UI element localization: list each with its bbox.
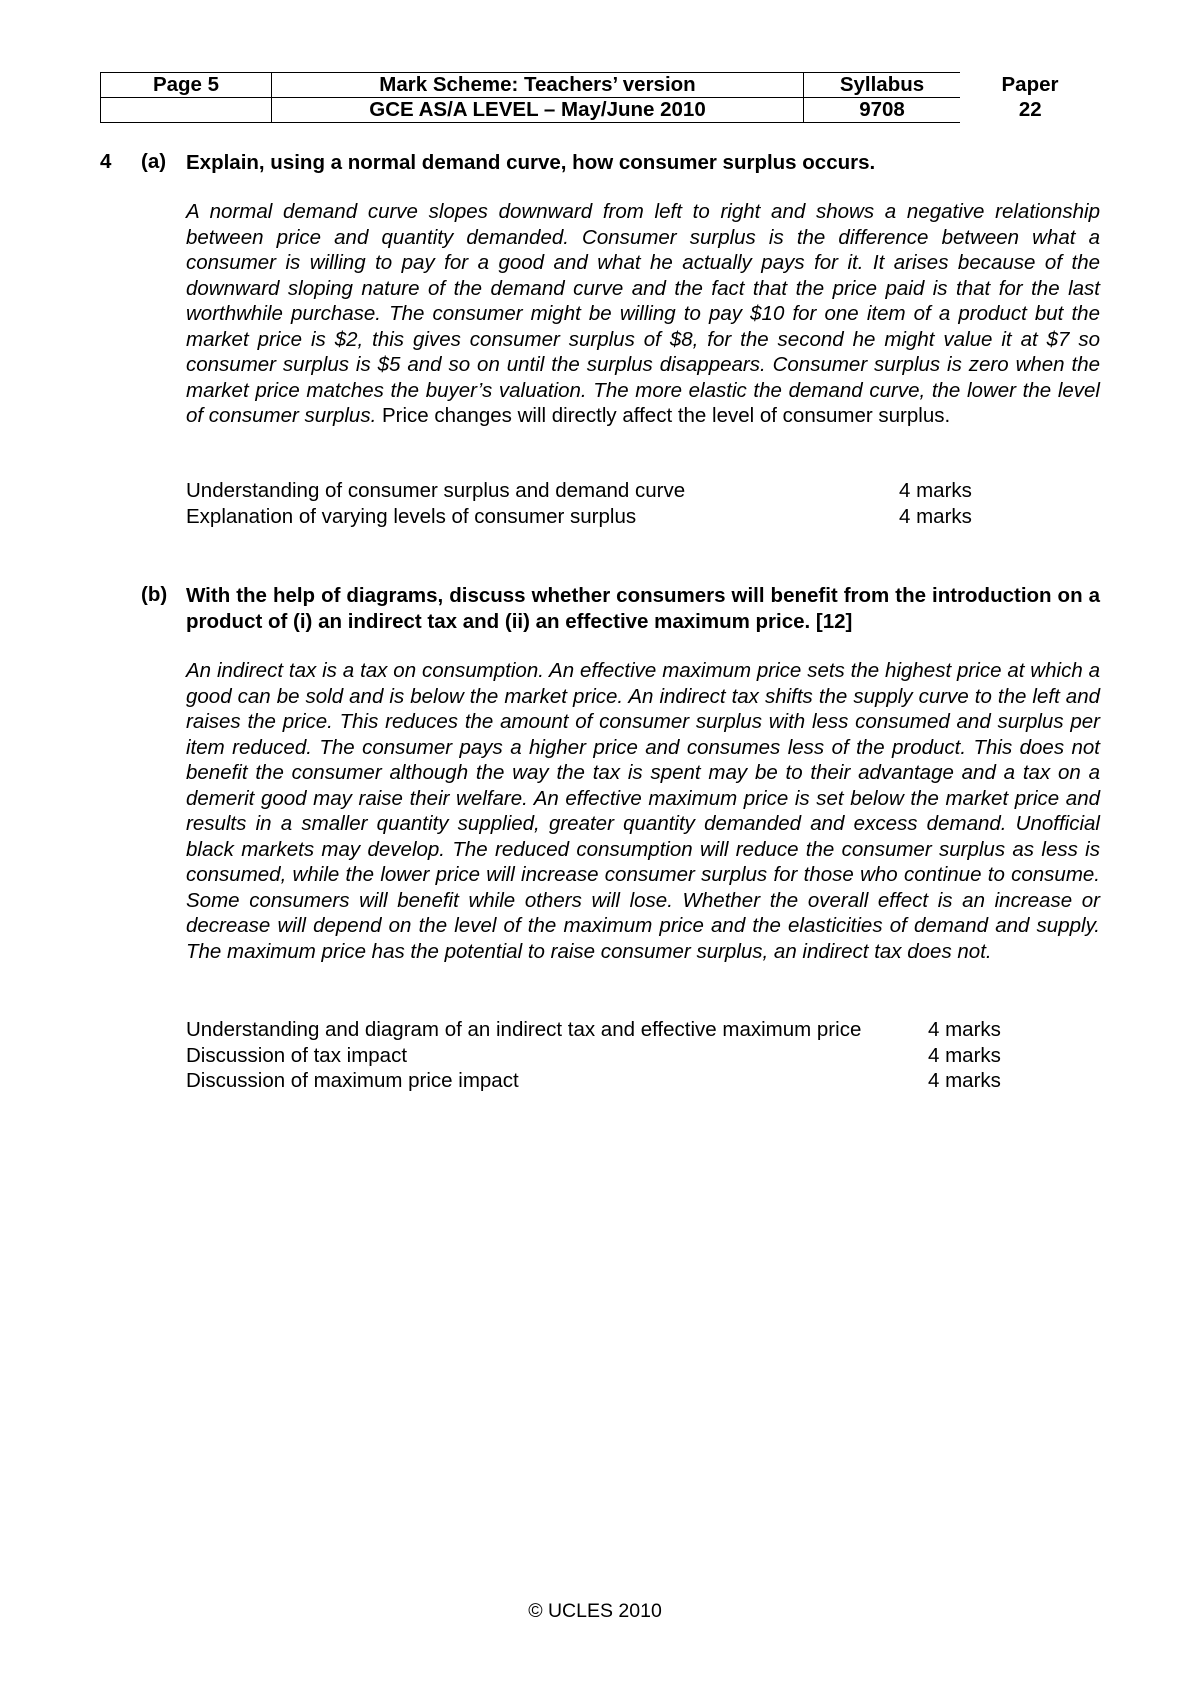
header-title: Mark Scheme: Teachers’ version (272, 73, 804, 98)
mark-criterion: Understanding of consumer surplus and demand curve (186, 479, 686, 502)
mark-criterion: Explanation of varying levels of consumer surplus (186, 504, 637, 528)
header-row-1 (101, 73, 1101, 98)
header-table (100, 72, 1101, 123)
part-a-question: Explain, using a normal demand curve, how consumer surplus occurs. (186, 151, 876, 174)
header-syllabus-value: 9708 (804, 98, 961, 123)
mark-criterion: Discussion of tax impact (186, 1043, 408, 1067)
mark-criterion: Understanding and diagram of an indirect tax and effective maximum price (186, 1018, 862, 1041)
part-b-label: (b) (141, 583, 168, 606)
header-paper-value: 22 (1018, 98, 1042, 121)
part-a-answer-plain: Price changes will directly affect the level of consumer surplus. (376, 404, 951, 427)
part-b-question: With the help of diagrams, discuss whether consumers will benefit from the introduction on a product of (i) an indirect tax and (ii) an effective maximum price. [12] (186, 584, 1100, 633)
part-a-answer-italic: A normal demand curve slopes downward from left to right and shows a negative relationship between price and quantity demanded. Consumer surplus is the difference between what a consumer is willing to pay for a good and what he actually pays for it. It arises because of the downward sloping nature of the demand curve and the fact that the price paid is that for the last worthwhile purchase. The consumer might be willing to pay $10 for one item of a product but the market price is $2, this gives consumer surplus of $8, for the second he might value it at $7 so consumer surplus is $5 and so on until the surplus disappears. Consumer surplus is zero when the market price matches the buyer’s valuation. The more elastic the demand curve, the lower the level of consumer surplus. (186, 200, 1100, 427)
mark-value: 4 marks (899, 479, 972, 502)
header-page: Page 5 (101, 73, 272, 98)
part-b-answer: An indirect tax is a tax on consumption. An effective maximum price sets the highest price at which a good can be sold and is below the market price. An indirect tax shifts the supply curve to the left and raises the price. This reduces the amount of consumer surplus with less consumed and surplus per item reduced. The consumer pays a higher price and consumes less of the product. This does not benefit the consumer although the way the tax is spent may be to their advantage and a tax on a demerit good may raise their welfare. An effective maximum price is set below the market price and results in a smaller quantity supplied, greater quantity demanded and excess demand. Unofficial black markets may develop. The reduced consumption will reduce the consumer surplus as less is consumed, while the lower price will increase consumer surplus for those who continue to consume. Some consumers will benefit while others will lose. Whether the overall effect is an increase or decrease will depend on the level of the maximum price and the elasticities of demand and supply. The maximum price has the potential to raise consumer surplus, an indirect tax does not. (186, 659, 1100, 963)
header-row-2 (101, 98, 1101, 123)
mark-value: 4 marks (928, 1018, 1001, 1041)
header-empty-cell (101, 98, 272, 123)
part-a-label: (a) (141, 150, 167, 173)
mark-value: 4 marks (899, 504, 972, 528)
header-subtitle: GCE AS/A LEVEL – May/June 2010 (272, 98, 804, 123)
mark-criterion: Discussion of maximum price impact (186, 1069, 519, 1092)
part-a-answer (186, 199, 1100, 429)
mark-value: 4 marks (928, 1043, 1001, 1067)
mark-value: 4 marks (928, 1069, 1001, 1092)
header-syllabus-label: Syllabus (804, 73, 961, 98)
copyright-footer: © UCLES 2010 (528, 1600, 662, 1622)
question-number: 4 (100, 150, 112, 173)
header-paper-label: Paper (1001, 73, 1059, 96)
